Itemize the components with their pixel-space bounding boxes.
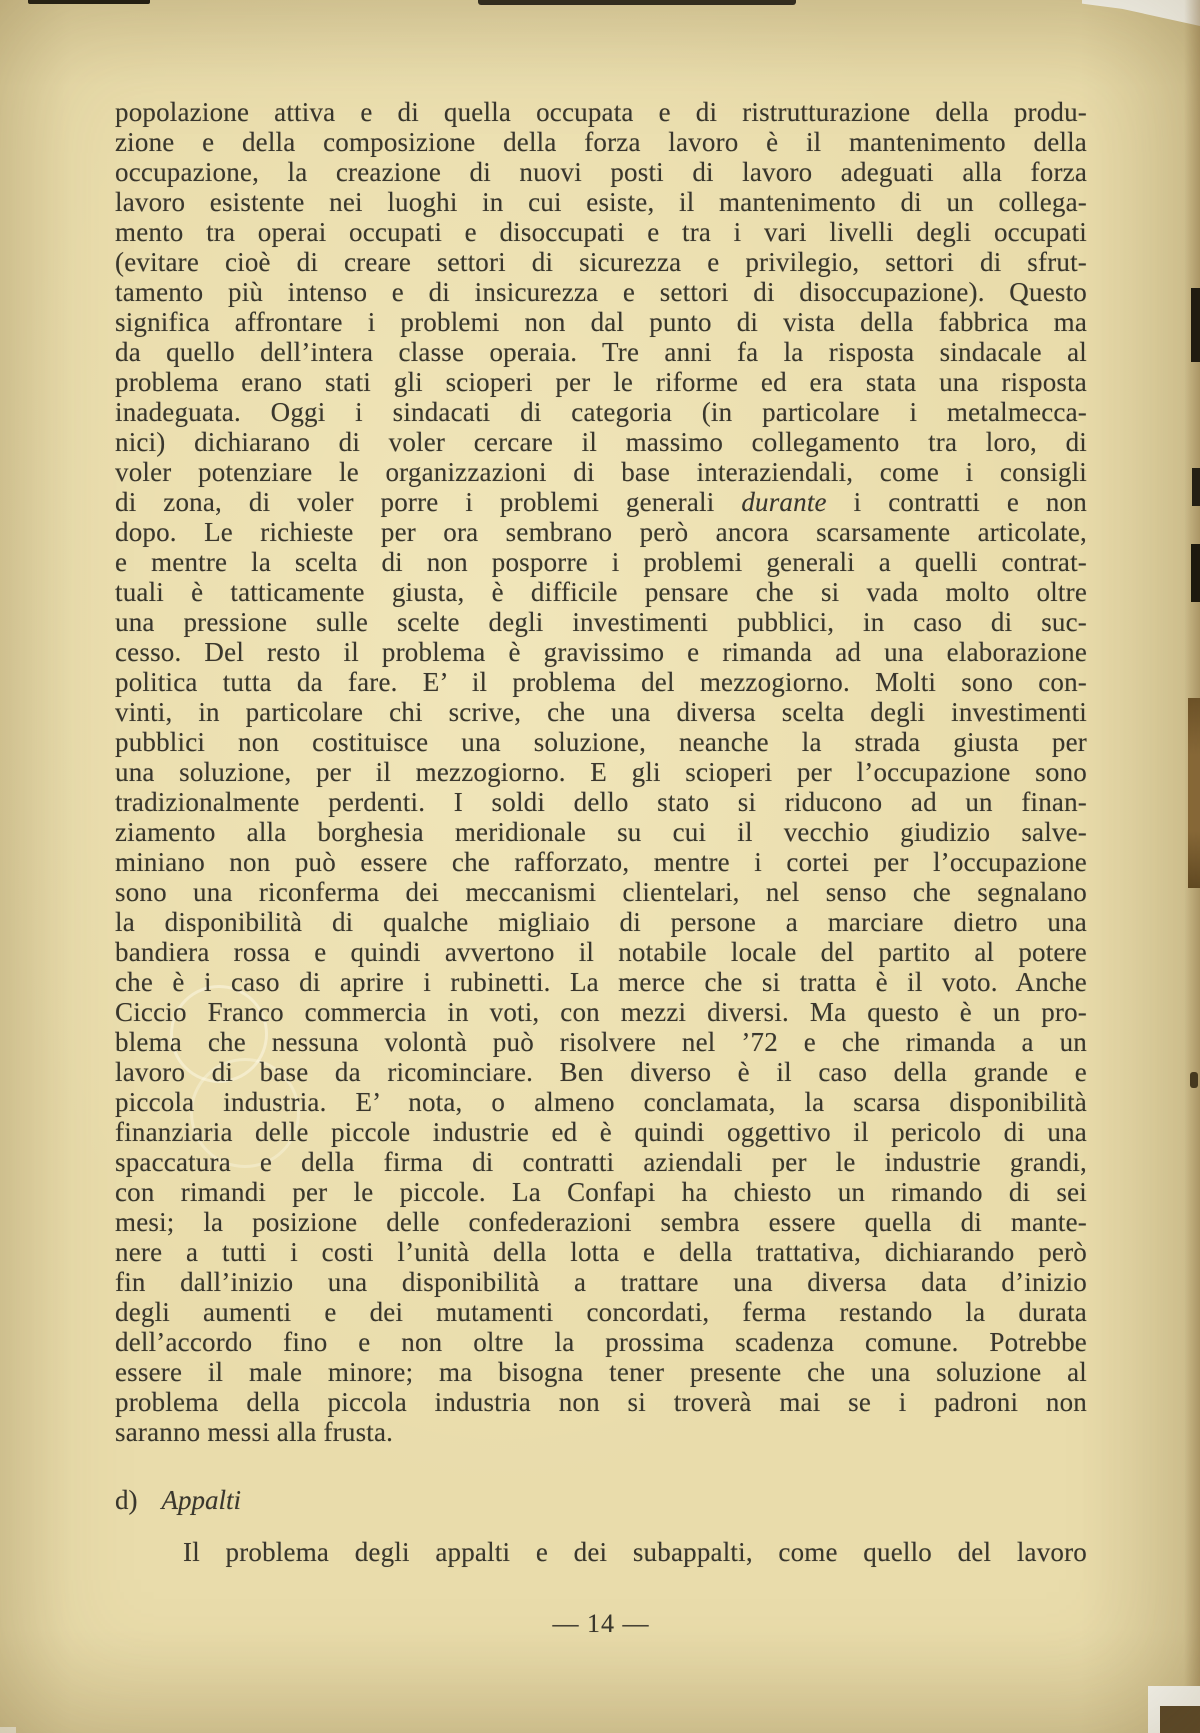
text-line: da quello dell’intera classe operaia. Tre anni fa la risposta sindacale al xyxy=(115,337,1087,367)
text-line: (evitare cioè di creare settori di sicurezza e privilegio, settori di sfrut- xyxy=(115,247,1087,277)
text-line: piccola industria. E’ nota, o almeno conclamata, la scarsa disponibilità xyxy=(115,1087,1087,1117)
text-line: nici) dichiarano di voler cercare il massimo collegamento tra loro, di xyxy=(115,427,1087,457)
text-line: lavoro di base da ricominciare. Ben diverso è il caso della grande e xyxy=(115,1057,1087,1087)
scan-artifact-top-edge-mark-left xyxy=(28,0,150,4)
text-line: tamento più intenso e di insicurezza e settori di disoccupazione). Questo xyxy=(115,277,1087,307)
scan-artifact-bottom-right-dark-patch xyxy=(1160,1706,1200,1733)
text-line: politica tutta da fare. E’ il problema del mezzogiorno. Molti sono con- xyxy=(115,667,1087,697)
text-line: nere a tutti i costi l’unità della lotta e della trattativa, dichiarando però xyxy=(115,1237,1087,1267)
text-line: zione e della composizione della forza lavoro è il mantenimento della xyxy=(115,127,1087,157)
scan-artifact-right-mark-2 xyxy=(1192,468,1200,506)
text-line: una pressione sulle scelte degli investimenti pubblici, in caso di suc- xyxy=(115,607,1087,637)
scan-artifact-top-edge-mark-center xyxy=(478,0,796,5)
scan-artifact-right-edge-shadow xyxy=(1184,0,1200,1733)
text-line: tradizionalmente perdenti. I soldi dello stato si riducono ad un finan- xyxy=(115,787,1087,817)
scan-artifact-right-mark-1 xyxy=(1191,288,1200,362)
text-line: pubblici non costituisce una soluzione, neanche la strada giusta per xyxy=(115,727,1087,757)
text-line: popolazione attiva e di quella occupata e di ristrutturazione della produ- xyxy=(115,97,1087,127)
text-line: una soluzione, per il mezzogiorno. E gli scioperi per l’occupazione sono xyxy=(115,757,1087,787)
scan-artifact-bottom-right-corner xyxy=(1148,1686,1200,1733)
text-line: miniano non può essere che rafforzato, mentre i cortei per l’occupazione xyxy=(115,847,1087,877)
text-line: problema della piccola industria non si troverà mai se i padroni non xyxy=(115,1387,1087,1417)
text-line: bandiera rossa e quindi avvertono il notabile locale del partito al potere xyxy=(115,937,1087,967)
scan-artifact-top-right-corner xyxy=(1082,0,1200,26)
text-line: spaccatura e della firma di contratti aziendali per le industrie grandi, xyxy=(115,1147,1087,1177)
text-line: dopo. Le richieste per ora sembrano però ancora scarsamente articolate, xyxy=(115,517,1087,547)
text-line: cesso. Del resto il problema è gravissimo e rimanda ad una elaborazione xyxy=(115,637,1087,667)
text-line: di zona, di voler porre i problemi generali durante i contratti e non xyxy=(115,487,1087,517)
text-line: fin dall’inizio una disponibilità a trattare una diversa data d’inizio xyxy=(115,1267,1087,1297)
text-line: blema che nessuna volontà può risolvere nel ’72 e che rimanda a un xyxy=(115,1027,1087,1057)
text-line: dell’accordo fino e non oltre la prossima scadenza comune. Potrebbe xyxy=(115,1327,1087,1357)
text-line: mento tra operai occupati e disoccupati e tra i vari livelli degli occupati xyxy=(115,217,1087,247)
text-line: significa affrontare i problemi non dal punto di vista della fabbrica ma xyxy=(115,307,1087,337)
text-line: la disponibilità di qualche migliaio di persone a marciare dietro una xyxy=(115,907,1087,937)
text-line: problema erano stati gli scioperi per le riforme ed era stata una risposta xyxy=(115,367,1087,397)
text-line: Ciccio Franco commercia in voti, con mezzi diversi. Ma questo è un pro- xyxy=(115,997,1087,1027)
scan-artifact-right-mark-3 xyxy=(1191,544,1200,602)
text-line: essere il male minore; ma bisogna tener presente che una soluzione al xyxy=(115,1357,1087,1387)
body-paragraph xyxy=(115,97,1087,1447)
text-line: ziamento alla borghesia meridionale su cui il vecchio giudizio salve- xyxy=(115,817,1087,847)
text-line: vinti, in particolare chi scrive, che una diversa scelta degli investimenti xyxy=(115,697,1087,727)
text-line: voler potenziare le organizzazioni di base interaziendali, come i consigli xyxy=(115,457,1087,487)
section-title: Appalti xyxy=(161,1485,241,1515)
text-line: occupazione, la creazione di nuovi posti di lavoro adeguati alla forza xyxy=(115,157,1087,187)
text-line: sono una riconferma dei meccanismi clientelari, nel senso che segnalano xyxy=(115,877,1087,907)
text-line: Il problema degli appalti e dei subappalti, come quello del lavoro xyxy=(183,1537,1087,1567)
continuation-paragraph xyxy=(115,1537,1087,1567)
scan-artifact-right-brown-strip xyxy=(1188,698,1200,888)
text-line: lavoro esistente nei luoghi in cui esiste, il mantenimento di un collega- xyxy=(115,187,1087,217)
page-number: — 14 — xyxy=(552,1609,650,1638)
text-line: che è i caso di aprire i rubinetti. La merce che si tratta è il voto. Anche xyxy=(115,967,1087,997)
text-block xyxy=(115,97,1087,1639)
text-line: finanziaria delle piccole industrie ed è quindi oggettivo il pericolo di una xyxy=(115,1117,1087,1147)
section-heading xyxy=(115,1485,1087,1515)
section-letter: d) xyxy=(115,1485,138,1515)
text-line: e mentre la scelta di non posporre i problemi generali a quelli contrat- xyxy=(115,547,1087,577)
text-line: mesi; la posizione delle confederazioni sembra essere quella di mante- xyxy=(115,1207,1087,1237)
scan-artifact-right-dot xyxy=(1190,1072,1198,1088)
text-line: degli aumenti e dei mutamenti concordati, ferma restando la durata xyxy=(115,1297,1087,1327)
text-line: saranno messi alla frusta. xyxy=(115,1417,394,1447)
scan-artifact-bottom-left-corner xyxy=(0,1727,16,1733)
text-line: inadeguata. Oggi i sindacati di categoria (in particolare i metalmecca- xyxy=(115,397,1087,427)
text-line: tuali è tatticamente giusta, è difficile pensare che si vada molto oltre xyxy=(115,577,1087,607)
text-line: con rimandi per le piccole. La Confapi ha chiesto un rimando di sei xyxy=(115,1177,1087,1207)
